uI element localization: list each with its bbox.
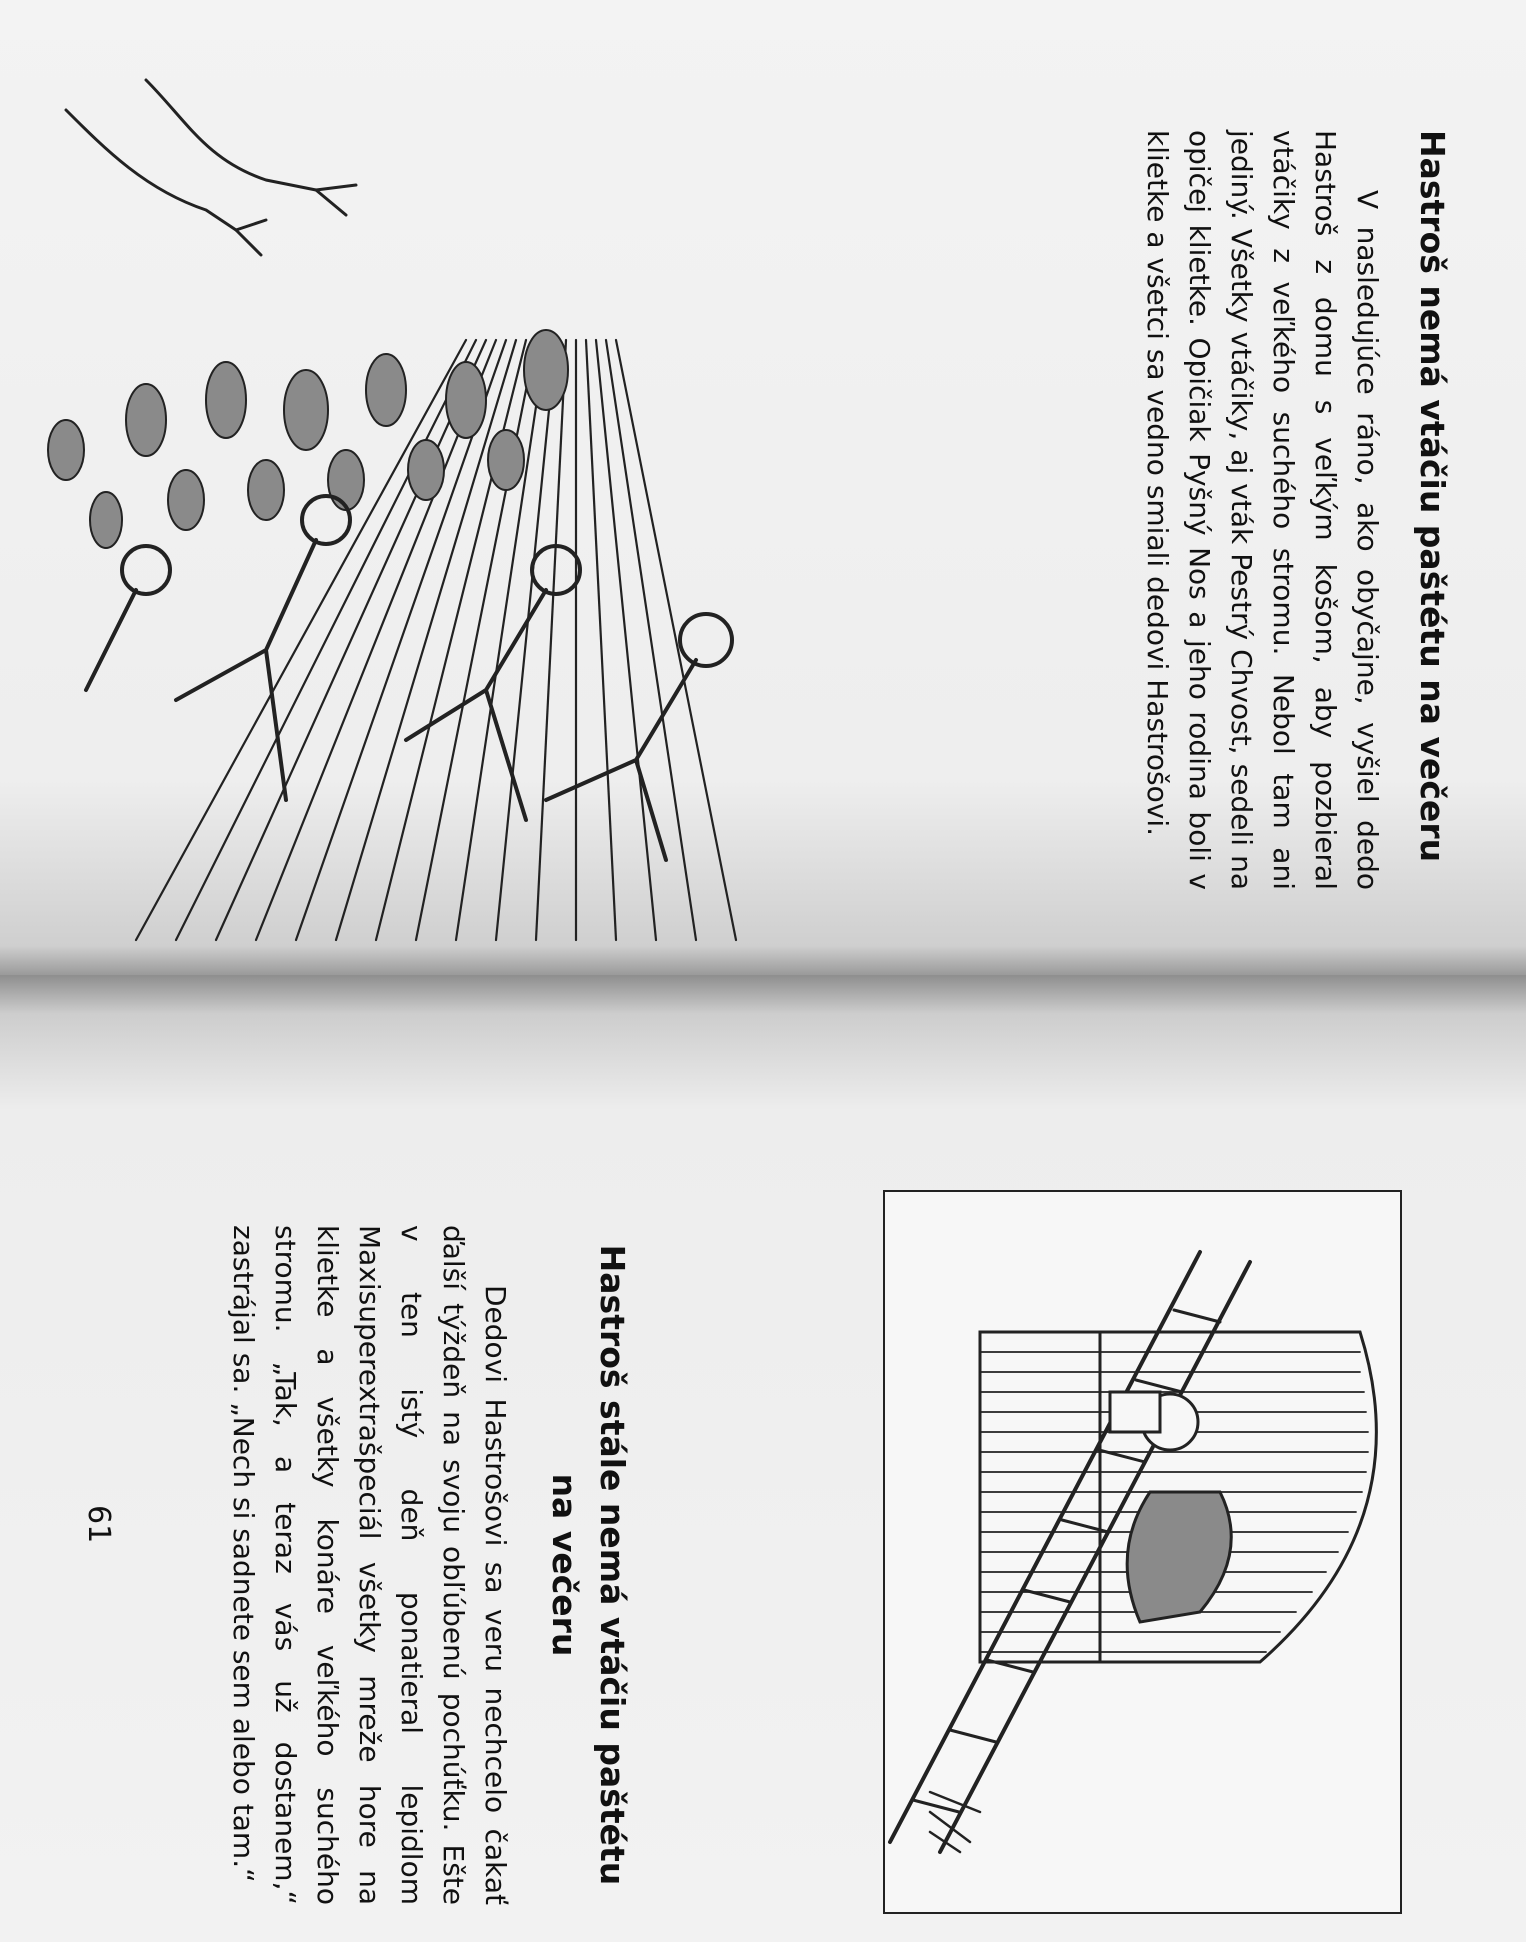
right-heading-line1: Hastroš stále nemá vtáčiu paštétu [593, 1244, 632, 1886]
birds-drawing [26, 40, 966, 965]
cage-drawing [885, 1192, 1400, 1912]
right-heading-line2: na večeru [545, 1473, 584, 1657]
left-body-text [1136, 130, 1388, 890]
right-text-block [222, 1225, 636, 1905]
man-on-ladder-with-cage-illustration [883, 1190, 1402, 1914]
left-chapter-heading: Hastroš nemá vtáčiu paštétu na večeru [1413, 130, 1452, 863]
birds-on-cage-illustration [26, 40, 966, 965]
right-paragraph: Dedovi Hastrošovi sa veru nechcelo čakať ďalší týždeň na svoju obľúbenú pochúťku. Ešte v ten istý deň ponatieral lepidlom Maxisuperextrašpeciál všetky mreže hore na klietke a všetky konáre veľkého suchého stromu. „Tak, a teraz vás už dostanem,“ zastrájal sa. „Nech si sadnete sem alebo tam.“ [227, 1225, 512, 1905]
left-text-block [1136, 130, 1456, 890]
right-body-text [222, 1225, 516, 1905]
right-chapter-heading [540, 1225, 636, 1905]
page-number: 61 [81, 1505, 116, 1544]
right-page [0, 975, 1526, 1942]
left-paragraph: V nasledujúce ráno, ako obyčajne, vyšiel dedo Hastroš z domu s veľkým košom, aby pozbieral vtáčiky z veľkého suchého stromu. Nebol tam ani jediný. Všetky vtáčiky, aj vták Pestrý Chvost, sedeli na opičej klietke. Opičiak Pyšný Nos a jeho rodina boli v klietke a všetci sa vedno smiali dedovi Hastrošovi. [1141, 130, 1384, 890]
